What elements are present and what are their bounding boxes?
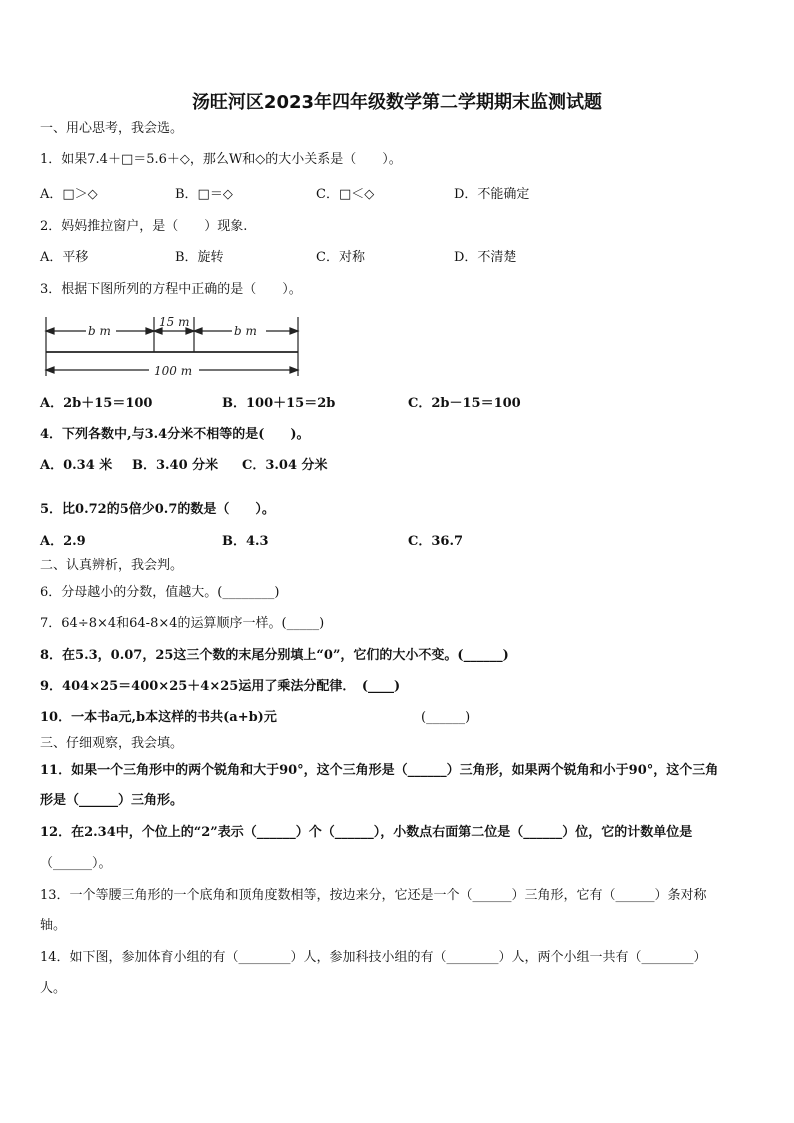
section-heading-2: 二、认真辨析，我会判。 <box>40 558 184 573</box>
question-4-option-b: B．3.40 分米 <box>132 458 219 473</box>
question-2-option-c: C．对称 <box>316 250 365 265</box>
diagram-label-right: b m <box>234 324 257 338</box>
question-10-stem: 10．一本书a元,b本这样的书共(a+b)元 <box>40 710 277 725</box>
section-heading-1: 一、用心思考，我会选。 <box>40 121 184 136</box>
question-1-option-b: B．□＝◇ <box>175 187 233 202</box>
question-3-stem: 3．根据下图所列的方程中正确的是（ ）。 <box>40 282 302 297</box>
question-3-option-c: C．2b－15＝100 <box>408 396 521 411</box>
question-1-option-d: D．不能确定 <box>454 187 530 202</box>
question-12-line-1: 12．在2.34中，个位上的“2”表示（______）个（______），小数点右面第二位是（______）位，它的计数单位是 <box>40 825 693 840</box>
question-4-stem: 4．下列各数中,与3.4分米不相等的是( )。 <box>40 427 310 442</box>
question-6: 6．分母越小的分数，值越大。(________) <box>40 585 280 600</box>
question-11-line-1: 11．如果一个三角形中的两个锐角和大于90°，这个三角形是（______）三角形，如果两个锐角和小于90°，这个三角 <box>40 763 719 778</box>
diagram-label-mid: 15 m <box>159 315 190 329</box>
segment-diagram <box>44 314 304 382</box>
question-5-option-b: B．4.3 <box>222 534 269 549</box>
question-4-option-a: A．0.34 米 <box>40 458 113 473</box>
question-14-line-1: 14．如下图，参加体育小组的有（________）人，参加科技小组的有（________）人，两个小组一共有（________） <box>40 950 707 965</box>
question-12-line-2: （______）。 <box>40 856 112 871</box>
question-11-line-2: 形是（______）三角形。 <box>40 793 184 808</box>
question-3-option-b: B．100＋15＝2b <box>222 396 336 411</box>
diagram-label-left: b m <box>88 324 111 338</box>
question-5-stem: 5．比0.72的5倍少0.7的数是（ ）。 <box>40 502 275 517</box>
question-1-stem: 1．如果7.4＋□＝5.6＋◇，那么W和◇的大小关系是（ ）。 <box>40 152 402 167</box>
diagram-label-total: 100 m <box>154 364 193 378</box>
question-13-line-1: 13．一个等腰三角形的一个底角和顶角度数相等，按边来分，它还是一个（______）三角形，它有（______）条对称 <box>40 888 707 903</box>
question-2-option-b: B．旋转 <box>175 250 224 265</box>
page-title: 汤旺河区2023年四年级数学第二学期期末监测试题 <box>191 92 603 113</box>
question-14-line-2: 人。 <box>40 981 67 996</box>
question-8: 8．在5.3，0.07，25这三个数的末尾分别填上“0”，它们的大小不变。(______) <box>40 648 509 663</box>
question-10-blank: (______) <box>421 710 471 725</box>
question-4-option-c: C．3.04 分米 <box>242 458 328 473</box>
question-1-option-a: A．□＞◇ <box>40 187 98 202</box>
question-9: 9．404×25＝400×25＋4×25运用了乘法分配律． (____) <box>40 679 401 694</box>
question-13-line-2: 轴。 <box>40 918 67 933</box>
question-3-option-a: A．2b＋15＝100 <box>40 396 153 411</box>
section-heading-3: 三、仔细观察，我会填。 <box>40 736 184 751</box>
question-2-stem: 2．妈妈推拉窗户，是（ ）现象. <box>40 219 248 234</box>
question-5-option-a: A．2.9 <box>40 534 86 549</box>
question-2-option-d: D．不清楚 <box>454 250 517 265</box>
question-1-option-c: C．□＜◇ <box>316 187 375 202</box>
question-5-option-c: C．36.7 <box>408 534 464 549</box>
question-7: 7．64÷8×4和64-8×4的运算顺序一样。(_____) <box>40 616 325 631</box>
question-2-option-a: A．平移 <box>40 250 89 265</box>
